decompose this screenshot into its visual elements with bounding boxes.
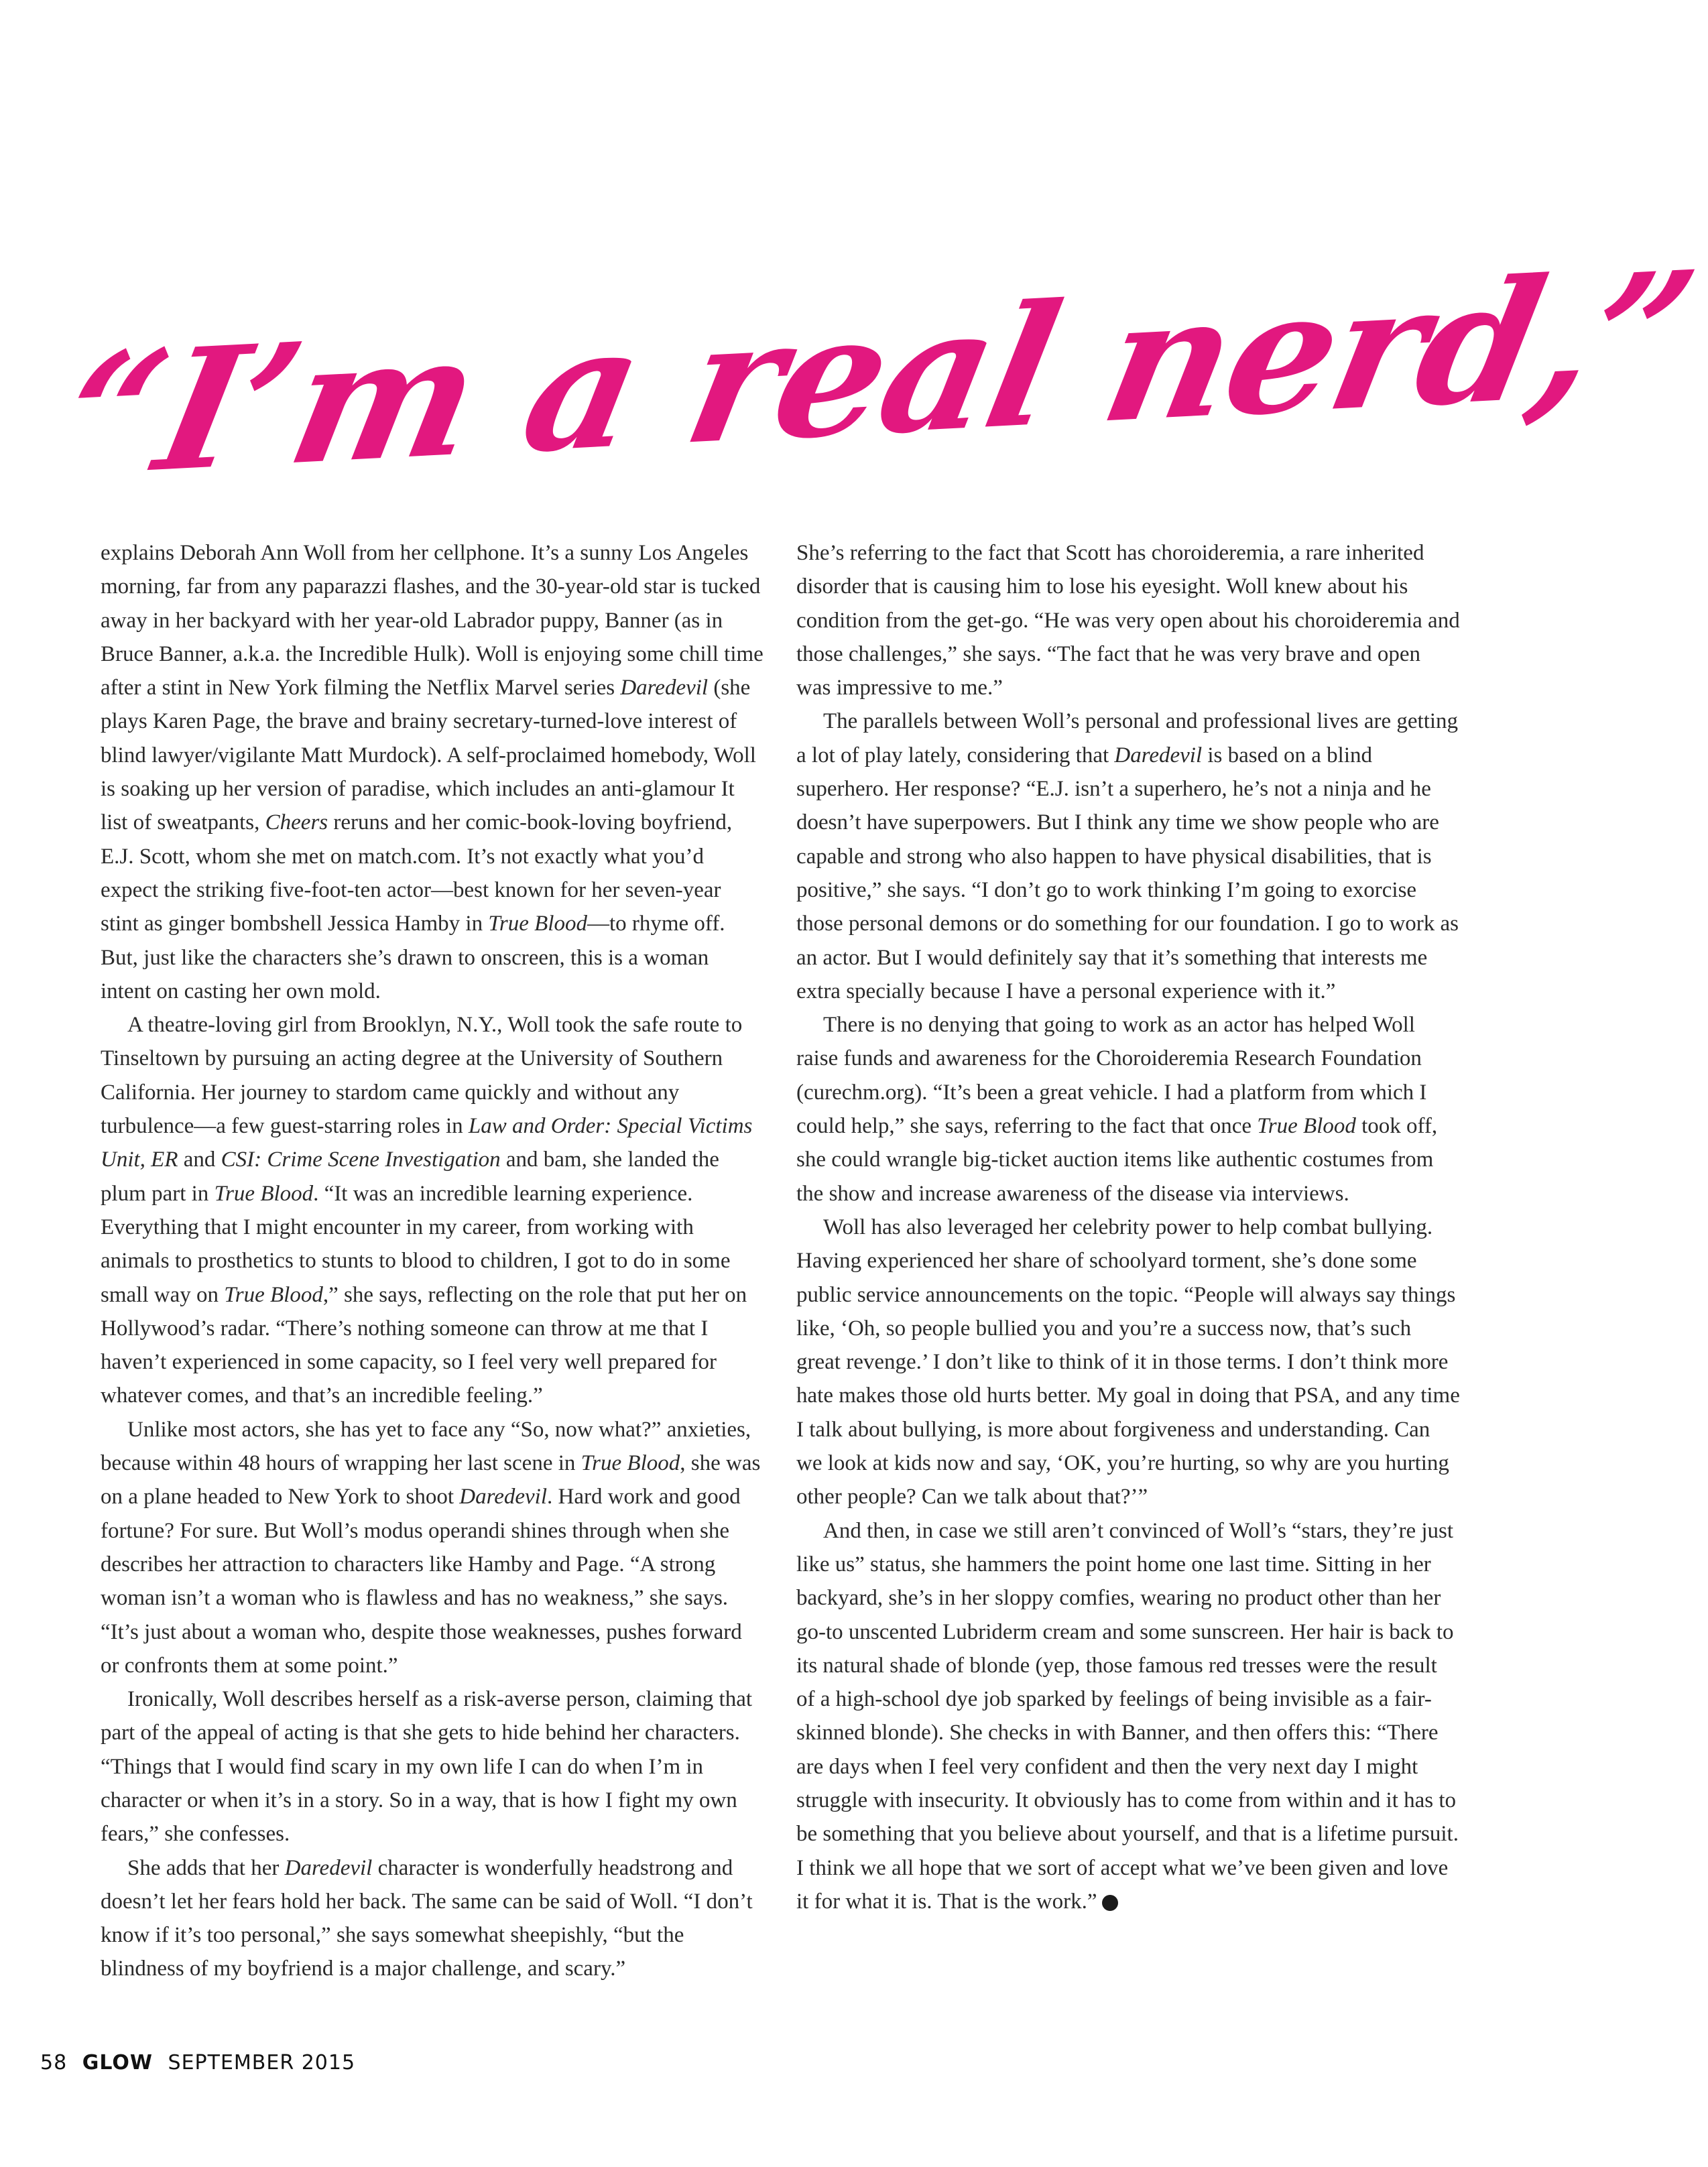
paragraph: The parallels between Woll’s personal and professional lives are getting a lot of play lately, considering that Daredevil is based on a blind superhero. Her response? “E.J. isn’t a superhero, he’s not a ninja and he doesn’t have superpowers. But I think any time we show people who are capable and strong who also happen to have physical disabilities, that is positive,” she says. “I don’t go to work thinking I’m going to exorcise those personal demons or do something for our foundation. I go to work as an actor. But I would definitely say that it’s something that interests me extra specially because I have a personal experience with it.” bbox=[796, 709, 1459, 1003]
article-column-left bbox=[101, 536, 764, 1986]
page-number: 58 bbox=[40, 2051, 68, 2075]
paragraph: And then, in case we still aren’t convinced of Woll’s “stars, they’re just like us” status, she hammers the point home one last time. Sitting in her backyard, she’s in her sloppy comfies, wearing no product other than her go-to unscented Lubriderm cream and some sunscreen. Her hair is back to its natural shade of blonde (yep, those famous red tresses were the result of a high-school dye job sparked by feelings of being invisible as a fair-skinned blonde). She checks in with Banner, and then offers this: “There are days when I feel very confident and then the very next day I might struggle with insecurity. It obviously has to come from within and it has to be something that you believe about yourself, and that is a lifetime pursuit. I think we all hope that we sort of accept what we’ve been given and love it for what it is. That is the work.” G bbox=[796, 1518, 1459, 1914]
paragraph: explains Deborah Ann Woll from her cellphone. It’s a sunny Los Angeles morning, far from any paparazzi flashes, and the 30-year-old star is tucked away in her backyard with her year-old Labrador puppy, Banner (as in Bruce Banner, a.k.a. the Incredible Hulk). Woll is enjoying some chill time after a stint in New York filming the Netflix Marvel series Daredevil (she plays Karen Page, the brave and brainy secretary-turned-love interest of blind lawyer/vigilante Matt Murdock). A self-proclaimed homebody, Woll is soaking up her version of paradise, which includes an anti-glamour It list of sweatpants, Cheers reruns and her comic-book-loving boyfriend, E.J. Scott, whom she met on match.com. It’s not exactly what you’d expect the striking five-foot-ten actor—best known for her seven-year stint as ginger bombshell Jessica Hamby in True Blood—to rhyme off. But, just like the characters she’s drawn to onscreen, this is a woman intent on casting her own mold. bbox=[101, 541, 764, 1003]
paragraph: A theatre-loving girl from Brooklyn, N.Y., Woll took the safe route to Tinseltown by pursuing an acting degree at the University of Southern California. Her journey to stardom came quickly and without any turbulence—a few guest-starring roles in Law and Order: Special Victims Unit, ER and CSI: Crime Scene Investigation and bam, she landed the plum part in True Blood. “It was an incredible learning experience. Everything that I might encounter in my career, from working with animals to prosthetics to stunts to blood to children, I got to do in some small way on True Blood,” she says, reflecting on the role that put her on Hollywood’s radar. “There’s nothing someone can throw at me that I haven’t experienced in some capacity, so I feel very well prepared for whatever comes, and that’s an incredible feeling.” bbox=[101, 1013, 753, 1408]
paragraph: There is no denying that going to work as an actor has helped Woll raise funds and awareness for the Choroideremia Research Foundation (curechm.org). “It’s been a great vehicle. I had a platform from which I could help,” she says, referring to the fact that once True Blood took off, she could wrangle big-ticket auction items like authentic costumes from the show and increase awareness of the disease via interviews. bbox=[796, 1013, 1438, 1206]
paragraph: She adds that her Daredevil character is wonderfully headstrong and doesn’t let her fears hold her back. The same can be said of Woll. “I don’t know if it’s too personal,” she says somewhat sheepishly, “but the blindness of my boyfriend is a major challenge, and scary.” bbox=[101, 1855, 753, 1981]
paragraph: She’s referring to the fact that Scott has choroideremia, a rare inherited disorder that is causing him to lose his eyesight. Woll knew about his condition from the get-go. “He was very open about his choroideremia and those challenges,” she says. “The fact that he was very brave and open was impressive to me.” bbox=[796, 541, 1460, 700]
issue-date: SEPTEMBER 2015 bbox=[168, 2051, 356, 2075]
headline: “I’m a real nerd,” bbox=[48, 233, 1708, 515]
article-column-right bbox=[796, 536, 1460, 1918]
paragraph: Unlike most actors, she has yet to face any “So, now what?” anxieties, because within 48 hours of wrapping her last scene in True Blood, she was on a plane headed to New York to shoot Daredevil. Hard work and good fortune? For sure. But Woll’s modus operandi shines through when she describes her attraction to characters like Hamby and Page. “A strong woman isn’t a woman who is flawless and has no weakness,” she says. “It’s just about a woman who, despite those weaknesses, pushes forward or confronts them at some point.” bbox=[101, 1417, 761, 1678]
magazine-brand: GLOW bbox=[82, 2051, 153, 2075]
page-footer bbox=[40, 2051, 363, 2075]
paragraph: Woll has also leveraged her celebrity power to help combat bullying. Having experienced her share of schoolyard torment, she’s done some public service announcements on the topic. “People will always say things like, ‘Oh, so people bullied you and you’re a success now, that’s such great revenge.’ I don’t like to think of it in those terms. I don’t think more hate makes those old hurts better. My goal in doing that PSA, and any time I talk about bullying, is more about forgiveness and understanding. Can we look at kids now and say, ‘OK, you’re hurting, so why are you hurting other people? Can we talk about that?’” bbox=[796, 1215, 1460, 1509]
paragraph: Ironically, Woll describes herself as a risk-averse person, claiming that part of the appeal of acting is that she gets to hide behind her characters. “Things that I would find scary in my own life I can do when I’m in character or when it’s in a story. So in a way, that is how I fight my own fears,” she confesses. bbox=[101, 1687, 753, 1847]
end-mark-icon: G bbox=[1102, 1895, 1118, 1911]
